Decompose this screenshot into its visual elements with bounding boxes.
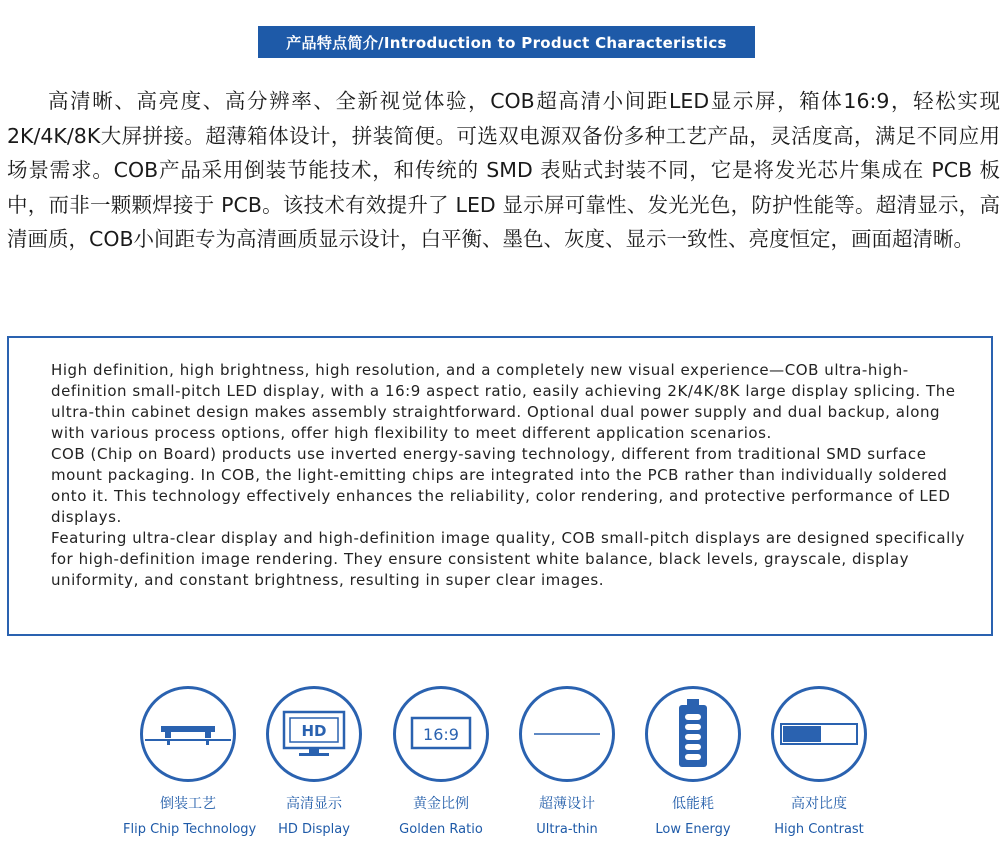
feature-flip-chip (123, 686, 257, 837)
chinese-description (7, 84, 1000, 257)
contrast-icon (771, 686, 867, 782)
flip-chip-icon (140, 686, 236, 782)
english-description (51, 360, 971, 591)
feature-cn-label: 高清显示 (286, 796, 342, 812)
ultra-thin-icon (519, 686, 615, 782)
feature-cn-label: 超薄设计 (539, 796, 595, 812)
feature-high-contrast (754, 686, 884, 837)
battery-icon (645, 686, 741, 782)
english-paragraph-2: COB (Chip on Board) products use inverted energy-saving technology, different from traditional SMD surface mount packaging. In COB, the light-emitting chips are integrated into the PCB rather than individually soldered onto it. This technology effectively enhances the reliability, color rendering, and protective performance of LED displays. (51, 445, 951, 526)
chinese-paragraph: 高清晰、高亮度、高分辨率、全新视觉体验，COB超高清小间距LED显示屏，箱体16:9，轻松实现2K/4K/8K大屏拼接。超薄箱体设计，拼装简便。可选双电源双备份多种工艺产品，灵活度高，满足不同应用场景需求。COB产品采用倒装节能技术，和传统的 SMD 表贴式封装不同，它是将发光芯片集成在 PCB 板中，而非一颗颗焊接于 PCB。该技术有效提升了 LED 显示屏可靠性、发光光色，防护性能等。超清显示，高清画质，COB小间距专为高清画质显示设计，白平衡、墨色、灰度、显示一致性、亮度恒定，画面超清晰。 (7, 89, 1000, 251)
feature-en-label: HD Display (278, 822, 350, 837)
feature-hd-display (249, 686, 379, 837)
feature-en-label: High Contrast (774, 822, 864, 837)
feature-en-label: Low Energy (655, 822, 731, 837)
ratio-badge-text: 16:9 (423, 725, 459, 744)
feature-cn-label: 倒装工艺 (160, 796, 216, 812)
feature-en-label: Golden Ratio (399, 822, 483, 837)
feature-cn-label: 高对比度 (791, 796, 847, 812)
hd-display-icon (266, 686, 362, 782)
feature-golden-ratio (376, 686, 506, 837)
feature-cn-label: 黄金比例 (413, 796, 469, 812)
feature-low-energy (628, 686, 758, 837)
feature-cn-label: 低能耗 (672, 796, 714, 812)
english-description-box (7, 336, 993, 636)
english-paragraph-3: Featuring ultra-clear display and high-definition image quality, COB small-pitch displays are designed specifically for high-definition image rendering. They ensure consistent white balance, black levels, grayscale, display uniformity, and constant brightness, resulting in super clear images. (51, 529, 965, 589)
feature-ultra-thin (502, 686, 632, 837)
feature-en-label: Flip Chip Technology (123, 822, 257, 837)
golden-ratio-icon (393, 686, 489, 782)
feature-en-label: Ultra-thin (536, 822, 598, 837)
hd-badge-text: HD (301, 722, 327, 740)
english-paragraph-1: High definition, high brightness, high resolution, and a completely new visual experience—COB ultra-high-definition small-pitch LED display, with a 16:9 aspect ratio, easily achieving 2K/4K/8K large display splicing. The ultra-thin cabinet design makes assembly straightforward. Optional dual power supply and dual backup, along with various process options, offer high flexibility to meet different application scenarios. (51, 361, 956, 442)
section-title-banner: 产品特点简介/Introduction to Product Characteristics (258, 26, 755, 58)
